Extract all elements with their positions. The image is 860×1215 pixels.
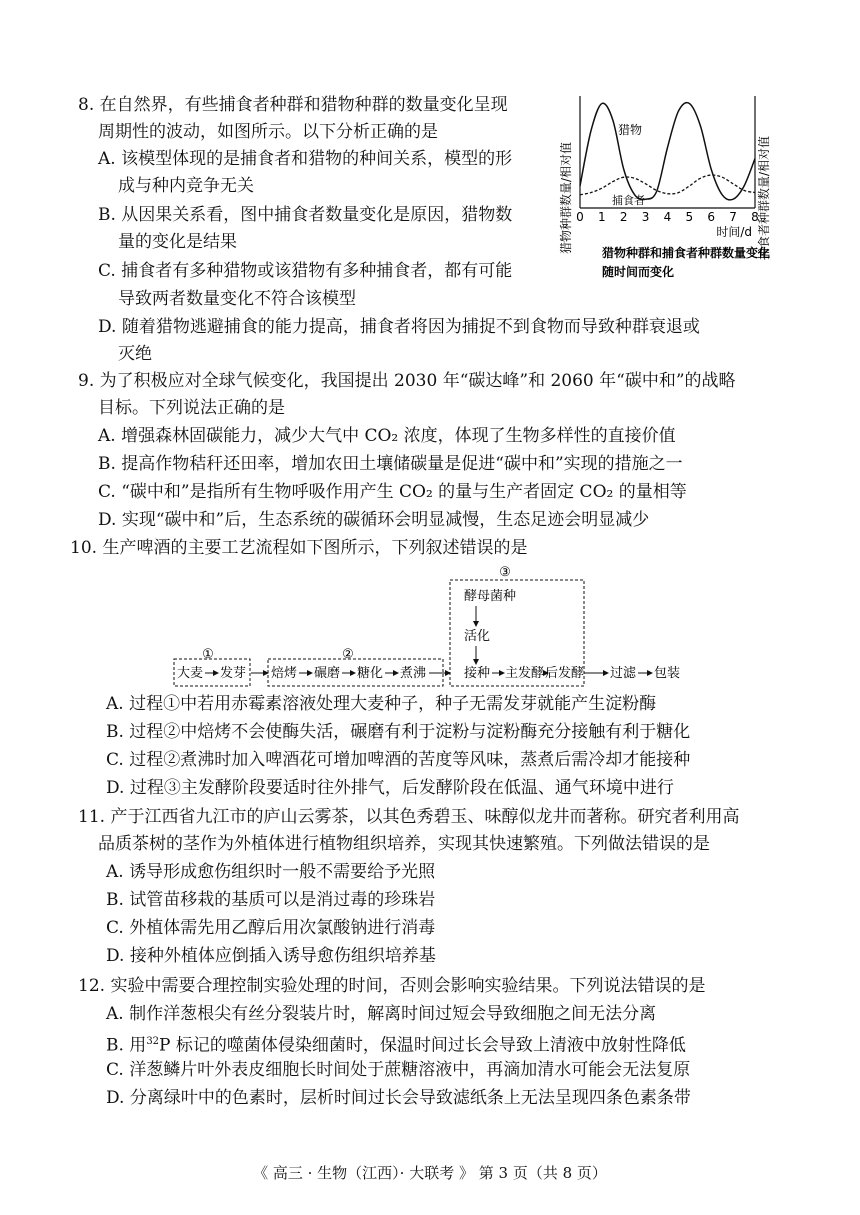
q11-option-c: C. 外植体需先用乙醇后用次氯酸钠进行消毒 [106, 918, 436, 938]
x-tick-label: 5 [685, 210, 694, 224]
q8-option-b-line-1: B. 从因果关系看，图中捕食者数量变化是原因，猎物数 [98, 205, 513, 225]
x-tick-label: 3 [641, 210, 650, 224]
q8-stem-line-2: 周期性的波动，如图所示。以下分析正确的是 [98, 122, 438, 142]
q8-option-d-line-1: D. 随着猎物逃避捕食的能力提高，捕食者将因为捕捉不到食物而导致种群衰退或 [98, 317, 700, 337]
q8-option-b-line-2: 量的变化是结果 [118, 232, 237, 252]
q10-option-d: D. 过程③主发酵阶段要适时往外排气，后发酵阶段在低温、通气环境中进行 [106, 778, 674, 798]
y-axis-right-label: 捕食者种群数量/相对值 [757, 135, 771, 261]
q9-stem-line-2: 目标。下列说法正确的是 [98, 398, 285, 418]
step-inoculate: 接种 [464, 666, 491, 681]
step-boil: 煮沸 [400, 666, 427, 681]
step-saccharify: 糖化 [357, 666, 384, 681]
x-tick-label: 6 [707, 210, 716, 224]
q12-stem: 12. 实验中需要合理控制实验处理的时间，否则会影响实验结果。下列说法错误的是 [78, 976, 706, 996]
q9-option-b: B. 提高作物秸秆还田率，增加农田土壤储碳量是促进“碳中和”实现的措施之一 [98, 454, 683, 474]
beer-process-flow [160, 562, 740, 690]
q12-option-a: A. 制作洋葱根尖有丝分裂装片时，解离时间过短会导致细胞之间无法分离 [106, 1004, 657, 1024]
x-axis-label: 时间/d [716, 225, 752, 239]
q10-option-b: B. 过程②中焙烤不会使酶失活，碾磨有利于淀粉与淀粉酶充分接触有利于糖化 [106, 722, 691, 742]
step-post-ferment: 后发酵 [545, 666, 585, 681]
q10-option-c: C. 过程②煮沸时加入啤酒花可增加啤酒的苦度等风味，蒸煮后需冷却才能接种 [106, 750, 691, 770]
q9-option-c: C. “碳中和”是指所有生物呼吸作用产生 CO₂ 的量与生产者固定 CO₂ 的量相等 [98, 482, 687, 502]
q9-option-d: D. 实现“碳中和”后，生态系统的碳循环会明显减慢，生态足迹会明显减少 [98, 510, 650, 530]
series-line-prey [580, 103, 755, 200]
q11-option-b: B. 试管苗移栽的基质可以是消过毒的珍珠岩 [106, 890, 436, 910]
q12-option-b-text: P 标记的噬菌体侵染细菌时，保温时间过长会导致上清液中放射性降低 [159, 1035, 686, 1056]
q8-option-c-line-1: C. 捕食者有多种猎物或该猎物有多种捕食者，都有可能 [98, 261, 513, 281]
step-filter: 过滤 [610, 666, 637, 681]
q12-option-c: C. 洋葱鳞片叶外表皮细胞长时间处于蔗糖溶液中，再滴加清水可能会无法复原 [106, 1060, 691, 1080]
series-line-predator [580, 175, 755, 195]
q12-option-b [106, 1031, 686, 1057]
box-2-label: ② [342, 647, 354, 662]
box-3-label: ③ [499, 565, 511, 580]
activate-label: 活化 [464, 629, 491, 644]
series-label-prey: 猎物 [618, 123, 643, 137]
x-tick-label: 8 [751, 210, 759, 224]
y-axis-left-label: 猎物种群数量/相对值 [559, 141, 573, 255]
q10-option-a: A. 过程①中若用赤霉素溶液处理大麦种子，种子无需发芽就能产生淀粉酶 [106, 694, 657, 714]
yeast-label: 酵母菌种 [464, 589, 517, 604]
x-tick-label: 2 [619, 210, 628, 224]
q8-option-a-line-1: A. 该模型体现的是捕食者和猎物的种间关系，模型的形 [98, 149, 513, 169]
q8-option-c-line-2: 导致两者数量变化不符合该模型 [118, 289, 356, 309]
q8-option-d-line-2: 灭绝 [118, 344, 152, 364]
q12-option-b-isotope: 32 [146, 1036, 160, 1047]
q11-option-a: A. 诱导形成愈伤组织时一般不需要给予光照 [106, 862, 436, 882]
q8-option-a-line-2: 成与种内竞争无关 [118, 176, 254, 196]
step-germinate: 发芽 [220, 666, 247, 681]
q12-option-b-prefix: B. 用 [106, 1035, 147, 1056]
step-package: 包装 [654, 666, 681, 681]
q11-stem-line-2: 品质茶树的茎作为外植体进行植物组织培养，实现其快速繁殖。下列做法错误的是 [98, 834, 710, 854]
x-tick-label: 1 [598, 210, 606, 224]
box-1-label: ① [202, 647, 214, 662]
x-tick-label: 7 [729, 210, 737, 224]
q8-stem-line-1: 8. 在自然界，有些捕食者种群和猎物种群的数量变化呈现 [78, 95, 508, 115]
q9-stem-line-1: 9. 为了积极应对全球气候变化，我国提出 2030 年“碳达峰”和 2060 年“碳中和”的战略 [78, 371, 736, 391]
step-barley: 大麦 [177, 666, 204, 681]
q12-option-d: D. 分离绿叶中的色素时，层析时间过长会导致滤纸条上无法呈现四条色素条带 [106, 1088, 691, 1108]
series-label-predator: 捕食者 [612, 194, 645, 207]
q11-option-d: D. 接种外植体应倒插入诱导愈伤组织培养基 [106, 946, 436, 966]
predator-prey-chart [556, 86, 780, 296]
chart-caption-line-1: 猎物种群和捕食者种群数量变化 [602, 246, 771, 260]
step-bake: 焙烤 [271, 666, 298, 681]
q11-stem-line-1: 11. 产于江西省九江市的庐山云雾茶，以其色秀碧玉、味醇似龙井而著称。研究者利用高 [78, 807, 740, 827]
q9-option-a: A. 增强森林固碳能力，减少大气中 CO₂ 浓度，体现了生物多样性的直接价值 [98, 426, 676, 446]
x-tick-label: 0 [576, 210, 584, 224]
chart-caption-line-2: 随时间而变化 [602, 265, 675, 279]
x-tick-label: 4 [663, 210, 672, 224]
step-grind: 碾磨 [314, 666, 341, 681]
q10-stem: 10. 生产啤酒的主要工艺流程如下图所示，下列叙述错误的是 [70, 538, 528, 558]
step-main-ferment: 主发酵 [505, 666, 545, 681]
x-tick-labels [576, 210, 759, 224]
page-footer: 《 高三 · 生物（江西）· 大联考 》 第 3 页（共 8 页） [253, 1164, 607, 1182]
